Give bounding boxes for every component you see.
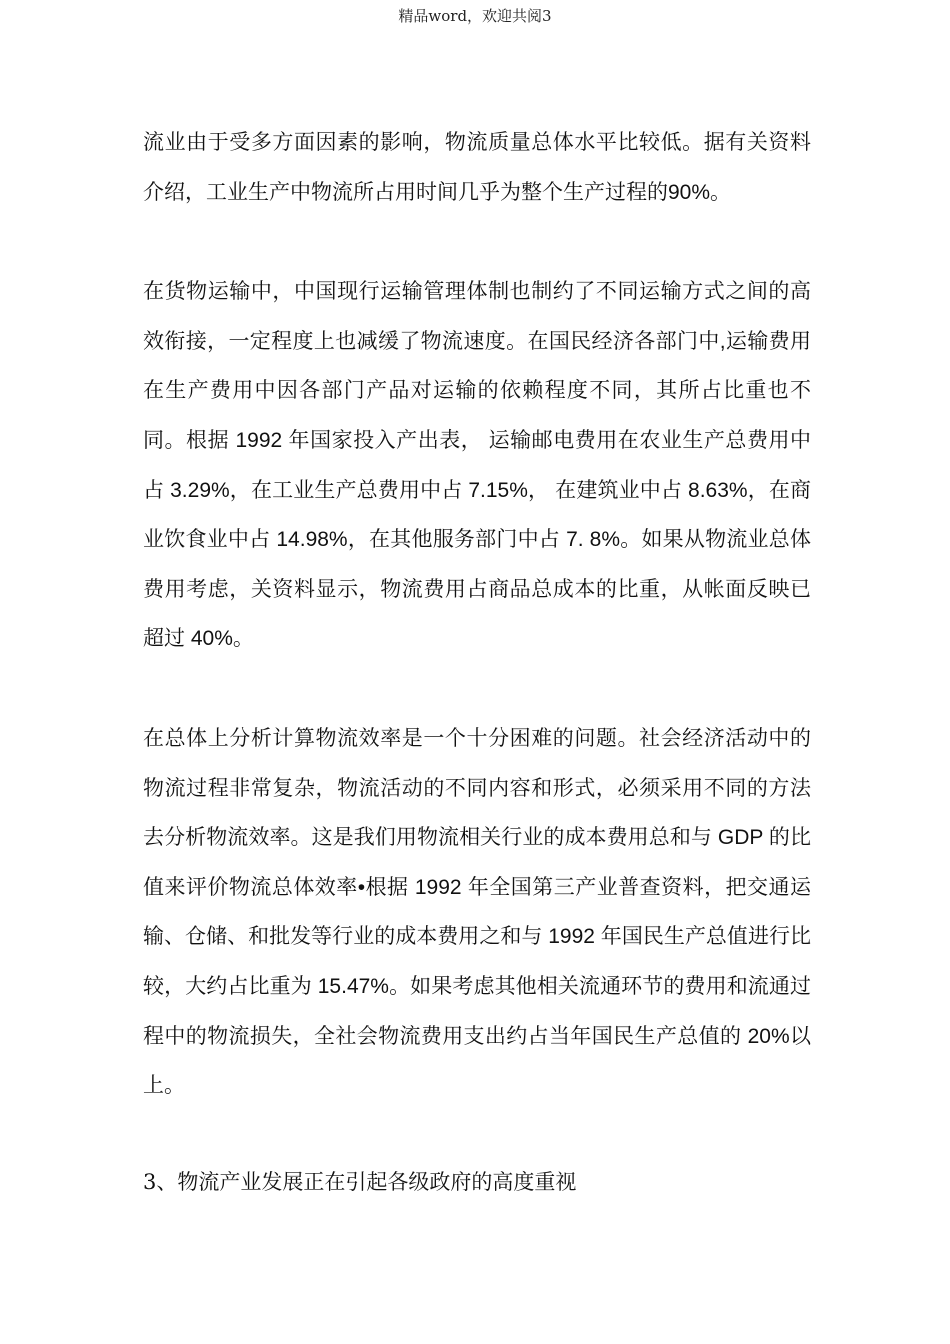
- paragraph-3: 在总体上分析计算物流效率是一个十分困难的问题。社会经济活动中的物流过程非常复杂，物流活动的不同内容和形式，必须采用不同的方法去分析物流效率。这是我们用物流相关行业的成本费用总和与 GDP 的比值来评价物流总体效率•根据 1992 年全国第三产业普查资料，把交通运输、仓储、和批发等行业的成本费用之和与 1992 年国民生产总值进行比较，大约占比重为 15.47%。如果考虑其他相关流通环节的费用和流通过程中的物流损失，全社会物流费用支出约占当年国民生产总值的 20%以上。: [143, 726, 811, 1098]
- paragraph-2: 在货物运输中，中国现行运输管理体制也制约了不同运输方式之间的高效衔接，一定程度上也减缓了物流速度。在国民经济各部门中,运输费用在生产费用中因各部门产品对运输的依赖程度不同，其所占比重也不同。根据 1992 年国家投入产出表， 运输邮电费用在农业生产总费用中占 3.29%，在工业生产总费用中占 7.15%， 在建筑业中占 8.63%，在商业饮食业中占 14.98%，在其他服务部门中占 7. 8%。如果从物流业总体费用考虑，关资料显示，物流费用占商品总成本的比重，从帐面反映已超过 40%。: [143, 280, 811, 651]
- paragraph-1: 流业由于受多方面因素的影响，物流质量总体水平比较低。据有关资料介绍，工业生产中物流所占用时间几乎为整个生产过程的90%。: [143, 131, 811, 204]
- document-body: [143, 118, 811, 1161]
- page-header: 精品word，欢迎共阅3: [398, 7, 552, 25]
- section-heading: 3、物流产业发展正在引起各级政府的高度重视: [143, 1170, 577, 1194]
